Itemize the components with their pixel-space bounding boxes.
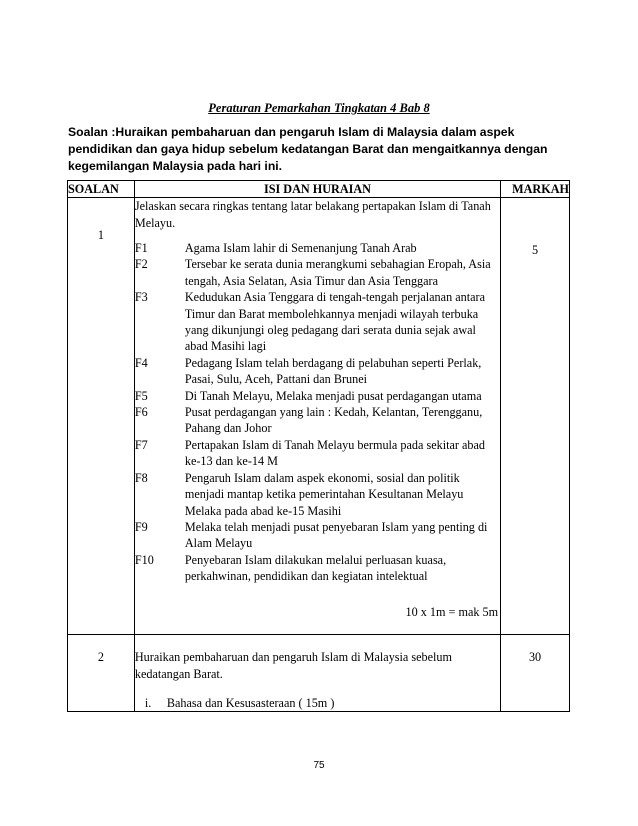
- fact-item: [135, 437, 500, 470]
- question-number: 2: [97, 649, 104, 664]
- fact-text: Penyebaran Islam dilakukan melalui perluasan kuasa, perkahwinan, pendidikan dan kegiatan intelektual: [184, 552, 447, 584]
- fact-text: Pusat perdagangan yang lain : Kedah, Kelantan, Terengganu, Pahang dan Johor: [184, 405, 483, 436]
- marking-scheme-table: [67, 180, 570, 712]
- fact-code: F8: [134, 470, 148, 485]
- column-header-soalan: SOALAN: [68, 181, 135, 198]
- fact-text: Melaka telah menjadi pusat penyebaran Islam yang penting di Alam Melayu: [184, 519, 488, 551]
- fact-code: F4: [134, 355, 148, 370]
- fact-code: F6: [134, 405, 148, 420]
- marks-total: 10 x 1m = mak 5m: [405, 604, 499, 619]
- sub-item-numeral: i.: [144, 695, 152, 710]
- marks-cell: [501, 634, 570, 711]
- sub-item-text: Bahasa dan Kesusasteraan ( 15m ): [166, 695, 335, 710]
- question-number: 1: [97, 228, 104, 242]
- content-cell: [134, 198, 500, 635]
- fact-list: [135, 240, 500, 585]
- fact-code: F10: [134, 552, 154, 567]
- table-header-row: [68, 181, 570, 198]
- page-title: Peraturan Pemarkahan Tingkatan 4 Bab 8: [208, 101, 430, 115]
- fact-code: F1: [134, 241, 148, 255]
- fact-text: Pertapakan Islam di Tanah Melayu bermula pada sekitar abad ke-13 dan ke-14 M: [184, 437, 485, 469]
- marks-cell: [501, 198, 570, 635]
- fact-text: Pedagang Islam telah berdagang di pelabuhan seperti Perlak, Pasai, Sulu, Aceh, Pattani dan Brunei: [184, 355, 482, 387]
- fact-item: [135, 519, 500, 552]
- fact-code: F3: [134, 290, 148, 305]
- question-prompt: Huraikan pembaharuan dan pengaruh Islam di Malaysia sebelum kedatangan Barat.: [134, 649, 452, 681]
- fact-item: [135, 256, 500, 289]
- question-number-cell: [68, 198, 135, 635]
- marks-value: 30: [528, 649, 542, 664]
- marks-value: 5: [531, 243, 539, 257]
- sub-item: [135, 695, 500, 711]
- fact-text: Di Tanah Melayu, Melaka menjadi pusat perdagangan utama: [184, 388, 482, 403]
- fact-code: F9: [134, 519, 148, 534]
- question-number-cell: [68, 634, 135, 711]
- fact-item: [135, 552, 500, 585]
- fact-text: Tersebar ke serata dunia merangkumi sebahagian Eropah, Asia tengah, Asia Selatan, Asia Timur dan Asia Tenggara: [184, 257, 491, 288]
- fact-code: F7: [134, 437, 148, 452]
- fact-code: F5: [134, 388, 148, 403]
- column-header-isi: ISI DAN HURAIAN: [134, 181, 500, 198]
- fact-item: [135, 289, 500, 355]
- fact-text: Agama Islam lahir di Semenanjung Tanah Arab: [184, 241, 417, 255]
- fact-text: Pengaruh Islam dalam aspek ekonomi, sosial dan politik menjadi mantap ketika pemerintahan Kesultanan Melayu Melaka pada abad ke-15 Masihi: [184, 470, 464, 518]
- fact-item: [135, 470, 500, 519]
- question-text: Soalan :Huraikan pembaharuan dan pengaruh Islam di Malaysia dalam aspek pendidikan dan gaya hidup sebelum kedatangan Barat dan mengaitkannya dengan kegemilangan Malaysia pada hari ini.: [68, 125, 548, 173]
- fact-item: [135, 388, 500, 404]
- table-row: [68, 198, 570, 635]
- fact-text: Kedudukan Asia Tenggara di tengah-tengah perjalanan antara Timur dan Barat membolehkannya menjadi wilayah terbuka yang dikunjungi oleg pedagang dari serata dunia sejak awal abad Masihi lagi: [184, 290, 485, 354]
- fact-item: [135, 404, 500, 437]
- column-header-markah: MARKAH: [501, 181, 570, 198]
- page-number: 75: [313, 760, 325, 771]
- fact-code: F2: [134, 257, 148, 272]
- fact-item: [135, 240, 500, 256]
- question-prompt: Jelaskan secara ringkas tentang latar belakang pertapakan Islam di Tanah Melayu.: [134, 199, 491, 230]
- table-row: [68, 634, 570, 711]
- fact-item: [135, 355, 500, 388]
- content-cell: [134, 634, 500, 711]
